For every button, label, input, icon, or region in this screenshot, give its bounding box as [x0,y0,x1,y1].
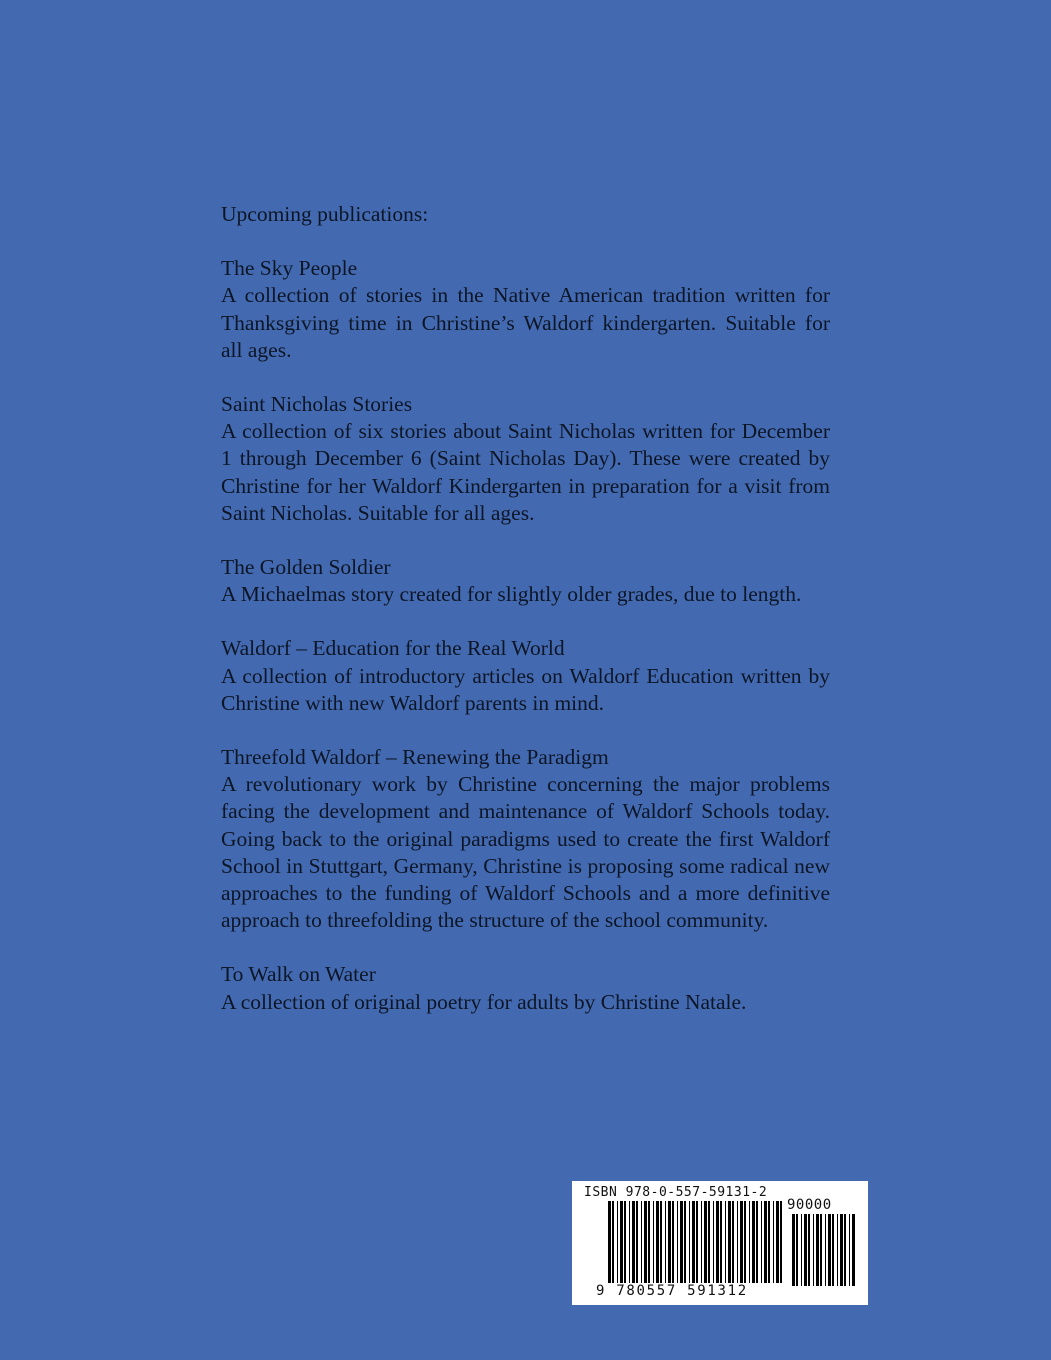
barcode-bar [680,1201,683,1283]
barcode-bar [776,1201,779,1283]
barcode-bar [849,1214,850,1286]
barcode-bar [813,1214,814,1286]
publication-title: Threefold Waldorf – Renewing the Paradigm [221,745,609,770]
ean-barcode-bars [608,1201,784,1283]
price-addon-digits: 90000 [787,1197,832,1213]
publication-item [221,255,830,364]
barcode-bar [720,1201,722,1283]
barcode-bar [728,1201,731,1283]
barcode-bar [701,1201,702,1283]
isbn-barcode [572,1181,868,1305]
publication-title: To Walk on Water [221,962,376,987]
publication-title: The Golden Soldier [221,555,391,580]
barcode-bar [656,1201,659,1283]
publication-item [221,635,830,717]
barcode-bar [608,1201,611,1283]
barcode-bar [808,1214,810,1286]
barcode-bar [820,1214,822,1286]
publications-list [221,201,830,1043]
barcode-bar [653,1201,654,1283]
publication-description: A collection of introductory articles on Waldorf Education written by Christine with new Waldorf parents in mind. [221,663,830,715]
barcode-bar [832,1214,834,1286]
barcode-bar [740,1201,743,1283]
section-heading: Upcoming publications: [221,202,429,226]
barcode-bar [852,1214,855,1286]
barcode-bar [761,1201,762,1283]
barcode-bar [620,1201,623,1283]
barcode-bar [660,1201,662,1283]
barcode-bar [648,1201,650,1283]
barcode-bar [617,1201,618,1283]
barcode-bar [804,1214,807,1286]
barcode-bar [844,1214,846,1286]
barcode-bar [629,1201,630,1283]
price-addon-bars [792,1214,856,1286]
publication-description: A revolutionary work by Christine concerning the major problems facing the development and maintenance of Waldorf Schools today. Going back to the original paradigms used to create the first Waldorf School in Stuttgart, Germany, Christine is proposing some radical new approaches to the funding of Waldorf Schools and a more definitive approach to threefolding the structure of the school community. [221,772,830,933]
barcode-bar [752,1201,755,1283]
publication-item [221,554,830,608]
barcode-bar [665,1201,666,1283]
barcode-bar [816,1214,819,1286]
barcode-bar [641,1201,642,1283]
publication-description: A collection of stories in the Native American tradition written for Thanksgiving time in Christine’s Waldorf kindergarten. Suitable for all ages. [221,283,830,362]
barcode-bar [692,1201,695,1283]
barcode-bar [632,1201,635,1283]
barcode-bar [796,1214,798,1286]
ean-digits: 9 780557 591312 [596,1283,748,1299]
barcode-bar [828,1214,831,1286]
publication-description: A collection of six stories about Saint Nicholas written for December 1 through December 6 (Saint Nicholas Day). These were created by Christine for her Waldorf Kindergarten in preparation for a visit from Saint Nicholas. Suitable for all ages. [221,419,830,525]
publication-title: The Sky People [221,256,358,281]
barcode-bar [837,1214,838,1286]
barcode-bar [732,1201,734,1283]
barcode-bar [768,1201,770,1283]
barcode-bar [737,1201,738,1283]
publication-item [221,961,830,1015]
publication-title: Waldorf – Education for the Real World [221,636,565,661]
barcode-bar [840,1214,843,1286]
publication-item [221,744,830,934]
barcode-bar [644,1201,647,1283]
barcode-bar [713,1201,714,1283]
barcode-bar [696,1201,698,1283]
barcode-bar [672,1201,674,1283]
barcode-bar [773,1201,774,1283]
publication-title: Saint Nicholas Stories [221,392,413,417]
barcode-bar [801,1214,802,1286]
barcode-bar [636,1201,638,1283]
barcode-bar [708,1201,710,1283]
barcode-bar [612,1201,614,1283]
barcode-bar [792,1214,795,1286]
barcode-bar [716,1201,719,1283]
publication-item [221,391,830,527]
publication-description: A collection of original poetry for adults by Christine Natale. [221,989,747,1014]
barcode-bar [677,1201,678,1283]
barcode-bar [725,1201,726,1283]
barcode-bar [684,1201,686,1283]
barcode-bar [764,1201,767,1283]
barcode-bar [668,1201,671,1283]
barcode-bar [825,1214,826,1286]
barcode-bar [744,1201,746,1283]
barcode-bar [756,1201,758,1283]
publication-description: A Michaelmas story created for slightly older grades, due to length. [221,582,802,607]
barcode-bar [689,1201,690,1283]
barcode-bar [780,1201,782,1283]
barcode-bar [624,1201,626,1283]
barcode-bar [749,1201,750,1283]
barcode-bar [704,1201,707,1283]
isbn-label: ISBN 978-0-557-59131-2 [584,1185,768,1200]
